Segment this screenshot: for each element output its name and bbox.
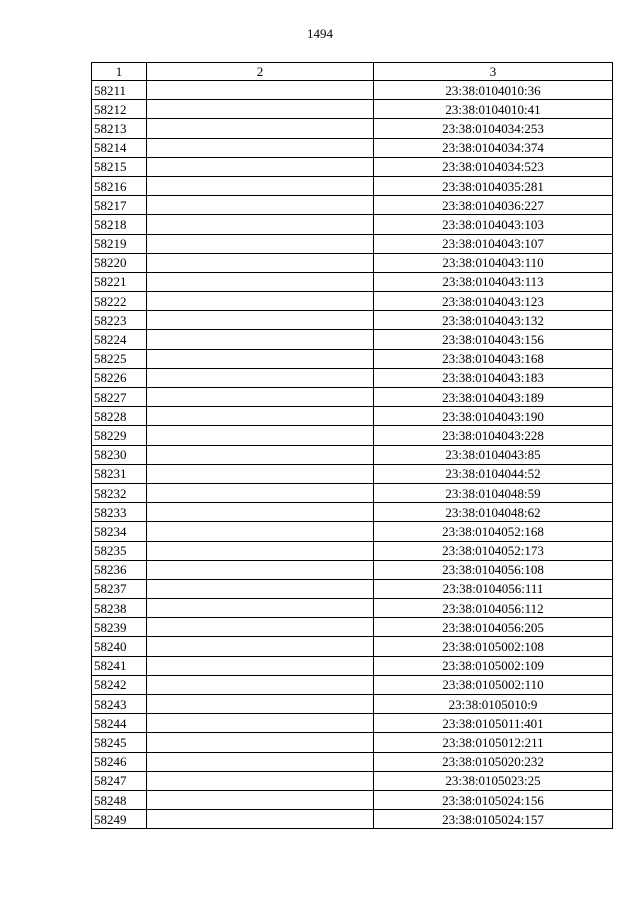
cadastral-number-cell: 23:38:0104043:156 — [374, 330, 613, 349]
table-row — [92, 253, 613, 272]
row-number-cell: 58223 — [92, 311, 147, 330]
row-description-cell — [147, 349, 374, 368]
row-description-cell — [147, 579, 374, 598]
table-row — [92, 656, 613, 675]
row-description-cell — [147, 541, 374, 560]
table-row — [92, 790, 613, 809]
cadastral-number-cell: 23:38:0105023:25 — [374, 771, 613, 790]
row-description-cell — [147, 464, 374, 483]
row-number-cell: 58217 — [92, 196, 147, 215]
row-description-cell — [147, 618, 374, 637]
table-row — [92, 176, 613, 195]
table-row — [92, 349, 613, 368]
row-description-cell — [147, 100, 374, 119]
cadastral-number-cell: 23:38:0104035:281 — [374, 176, 613, 195]
row-number-cell: 58232 — [92, 483, 147, 502]
table-row — [92, 503, 613, 522]
row-description-cell — [147, 599, 374, 618]
row-number-cell: 58243 — [92, 695, 147, 714]
cadastral-number-cell: 23:38:0105011:401 — [374, 714, 613, 733]
table-row — [92, 579, 613, 598]
row-description-cell — [147, 790, 374, 809]
row-number-cell: 58220 — [92, 253, 147, 272]
row-number-cell: 58229 — [92, 426, 147, 445]
column-header-1: 1 — [92, 63, 147, 81]
cadastral-number-cell: 23:38:0105020:232 — [374, 752, 613, 771]
table-row — [92, 311, 613, 330]
row-number-cell: 58238 — [92, 599, 147, 618]
cadastral-number-cell: 23:38:0104043:183 — [374, 368, 613, 387]
table-row — [92, 464, 613, 483]
row-description-cell — [147, 81, 374, 100]
cadastral-number-cell: 23:38:0104043:189 — [374, 388, 613, 407]
cadastral-number-cell: 23:38:0104010:41 — [374, 100, 613, 119]
table-row — [92, 196, 613, 215]
table-row — [92, 81, 613, 100]
row-number-cell: 58240 — [92, 637, 147, 656]
cadastral-number-cell: 23:38:0105002:108 — [374, 637, 613, 656]
table-row — [92, 272, 613, 291]
table-row — [92, 810, 613, 829]
cadastral-number-cell: 23:38:0104034:253 — [374, 119, 613, 138]
table-row — [92, 618, 613, 637]
row-number-cell: 58241 — [92, 656, 147, 675]
cadastral-number-cell: 23:38:0104056:108 — [374, 560, 613, 579]
row-number-cell: 58234 — [92, 522, 147, 541]
row-description-cell — [147, 234, 374, 253]
header-row — [92, 63, 613, 81]
row-description-cell — [147, 771, 374, 790]
row-description-cell — [147, 407, 374, 426]
cadastral-number-cell: 23:38:0105010:9 — [374, 695, 613, 714]
table-row — [92, 407, 613, 426]
row-number-cell: 58225 — [92, 349, 147, 368]
table-row — [92, 483, 613, 502]
row-description-cell — [147, 695, 374, 714]
cadastral-number-cell: 23:38:0105024:156 — [374, 790, 613, 809]
cadastral-number-cell: 23:38:0104034:523 — [374, 157, 613, 176]
row-number-cell: 58226 — [92, 368, 147, 387]
table-row — [92, 675, 613, 694]
cadastral-number-cell: 23:38:0104043:190 — [374, 407, 613, 426]
row-number-cell: 58237 — [92, 579, 147, 598]
cadastral-number-cell: 23:38:0104036:227 — [374, 196, 613, 215]
table-row — [92, 714, 613, 733]
row-number-cell: 58231 — [92, 464, 147, 483]
page-number: 1494 — [307, 26, 333, 41]
cadastral-number-cell: 23:38:0104034:374 — [374, 138, 613, 157]
row-number-cell: 58236 — [92, 560, 147, 579]
table-row — [92, 771, 613, 790]
row-number-cell: 58212 — [92, 100, 147, 119]
table-row — [92, 637, 613, 656]
column-header-2: 2 — [147, 63, 374, 81]
cadastral-number-cell: 23:38:0104010:36 — [374, 81, 613, 100]
row-number-cell: 58215 — [92, 157, 147, 176]
cadastral-number-cell: 23:38:0104044:52 — [374, 464, 613, 483]
table-row — [92, 541, 613, 560]
row-number-cell: 58219 — [92, 234, 147, 253]
row-number-cell: 58244 — [92, 714, 147, 733]
row-number-cell: 58249 — [92, 810, 147, 829]
row-description-cell — [147, 272, 374, 291]
row-number-cell: 58230 — [92, 445, 147, 464]
row-description-cell — [147, 752, 374, 771]
table-row — [92, 522, 613, 541]
row-number-cell: 58224 — [92, 330, 147, 349]
cadastral-number-cell: 23:38:0104056:111 — [374, 579, 613, 598]
table-row — [92, 157, 613, 176]
cadastral-number-cell: 23:38:0104043:107 — [374, 234, 613, 253]
row-description-cell — [147, 292, 374, 311]
row-number-cell: 58227 — [92, 388, 147, 407]
cadastral-number-cell: 23:38:0105002:110 — [374, 675, 613, 694]
row-number-cell: 58239 — [92, 618, 147, 637]
row-number-cell: 58233 — [92, 503, 147, 522]
row-description-cell — [147, 656, 374, 675]
row-description-cell — [147, 483, 374, 502]
cadastral-number-cell: 23:38:0104043:103 — [374, 215, 613, 234]
table-row — [92, 119, 613, 138]
cadastral-number-cell: 23:38:0104043:123 — [374, 292, 613, 311]
row-description-cell — [147, 714, 374, 733]
row-description-cell — [147, 522, 374, 541]
table-row — [92, 560, 613, 579]
cadastral-number-cell: 23:38:0105002:109 — [374, 656, 613, 675]
row-description-cell — [147, 157, 374, 176]
row-number-cell: 58216 — [92, 176, 147, 195]
cadastral-number-cell: 23:38:0104043:85 — [374, 445, 613, 464]
row-number-cell: 58218 — [92, 215, 147, 234]
cadastral-number-cell: 23:38:0104056:205 — [374, 618, 613, 637]
row-description-cell — [147, 311, 374, 330]
table-row — [92, 426, 613, 445]
row-number-cell: 58242 — [92, 675, 147, 694]
table-header — [92, 63, 613, 81]
cadastral-number-cell: 23:38:0104043:110 — [374, 253, 613, 272]
row-number-cell: 58235 — [92, 541, 147, 560]
table-body — [92, 81, 613, 829]
column-header-3: 3 — [374, 63, 613, 81]
row-description-cell — [147, 560, 374, 579]
cadastral-number-cell: 23:38:0104043:132 — [374, 311, 613, 330]
table-row — [92, 388, 613, 407]
row-description-cell — [147, 388, 374, 407]
cadastral-number-cell: 23:38:0104056:112 — [374, 599, 613, 618]
table-row — [92, 445, 613, 464]
row-description-cell — [147, 445, 374, 464]
cadastral-number-cell: 23:38:0104052:168 — [374, 522, 613, 541]
row-description-cell — [147, 675, 374, 694]
row-number-cell: 58246 — [92, 752, 147, 771]
row-number-cell: 58228 — [92, 407, 147, 426]
row-number-cell: 58248 — [92, 790, 147, 809]
row-description-cell — [147, 503, 374, 522]
cadastral-number-cell: 23:38:0105012:211 — [374, 733, 613, 752]
table-row — [92, 695, 613, 714]
row-description-cell — [147, 637, 374, 656]
row-description-cell — [147, 426, 374, 445]
cadastral-number-cell: 23:38:0104052:173 — [374, 541, 613, 560]
row-number-cell: 58214 — [92, 138, 147, 157]
table-row — [92, 330, 613, 349]
cadastral-number-cell: 23:38:0104043:228 — [374, 426, 613, 445]
row-description-cell — [147, 733, 374, 752]
row-number-cell: 58213 — [92, 119, 147, 138]
row-description-cell — [147, 330, 374, 349]
table-row — [92, 292, 613, 311]
row-description-cell — [147, 176, 374, 195]
row-description-cell — [147, 119, 374, 138]
registry-table — [91, 62, 613, 829]
cadastral-number-cell: 23:38:0104043:113 — [374, 272, 613, 291]
table-row — [92, 368, 613, 387]
row-number-cell: 58211 — [92, 81, 147, 100]
row-description-cell — [147, 196, 374, 215]
cadastral-number-cell: 23:38:0105024:157 — [374, 810, 613, 829]
row-description-cell — [147, 138, 374, 157]
cadastral-number-cell: 23:38:0104048:62 — [374, 503, 613, 522]
table-row — [92, 138, 613, 157]
table-row — [92, 733, 613, 752]
row-number-cell: 58221 — [92, 272, 147, 291]
table-row — [92, 100, 613, 119]
row-description-cell — [147, 253, 374, 272]
table-row — [92, 215, 613, 234]
row-number-cell: 58222 — [92, 292, 147, 311]
row-description-cell — [147, 368, 374, 387]
cadastral-number-cell: 23:38:0104043:168 — [374, 349, 613, 368]
table-row — [92, 599, 613, 618]
row-description-cell — [147, 215, 374, 234]
table-row — [92, 752, 613, 771]
row-number-cell: 58245 — [92, 733, 147, 752]
table-row — [92, 234, 613, 253]
row-description-cell — [147, 810, 374, 829]
row-number-cell: 58247 — [92, 771, 147, 790]
cadastral-number-cell: 23:38:0104048:59 — [374, 483, 613, 502]
